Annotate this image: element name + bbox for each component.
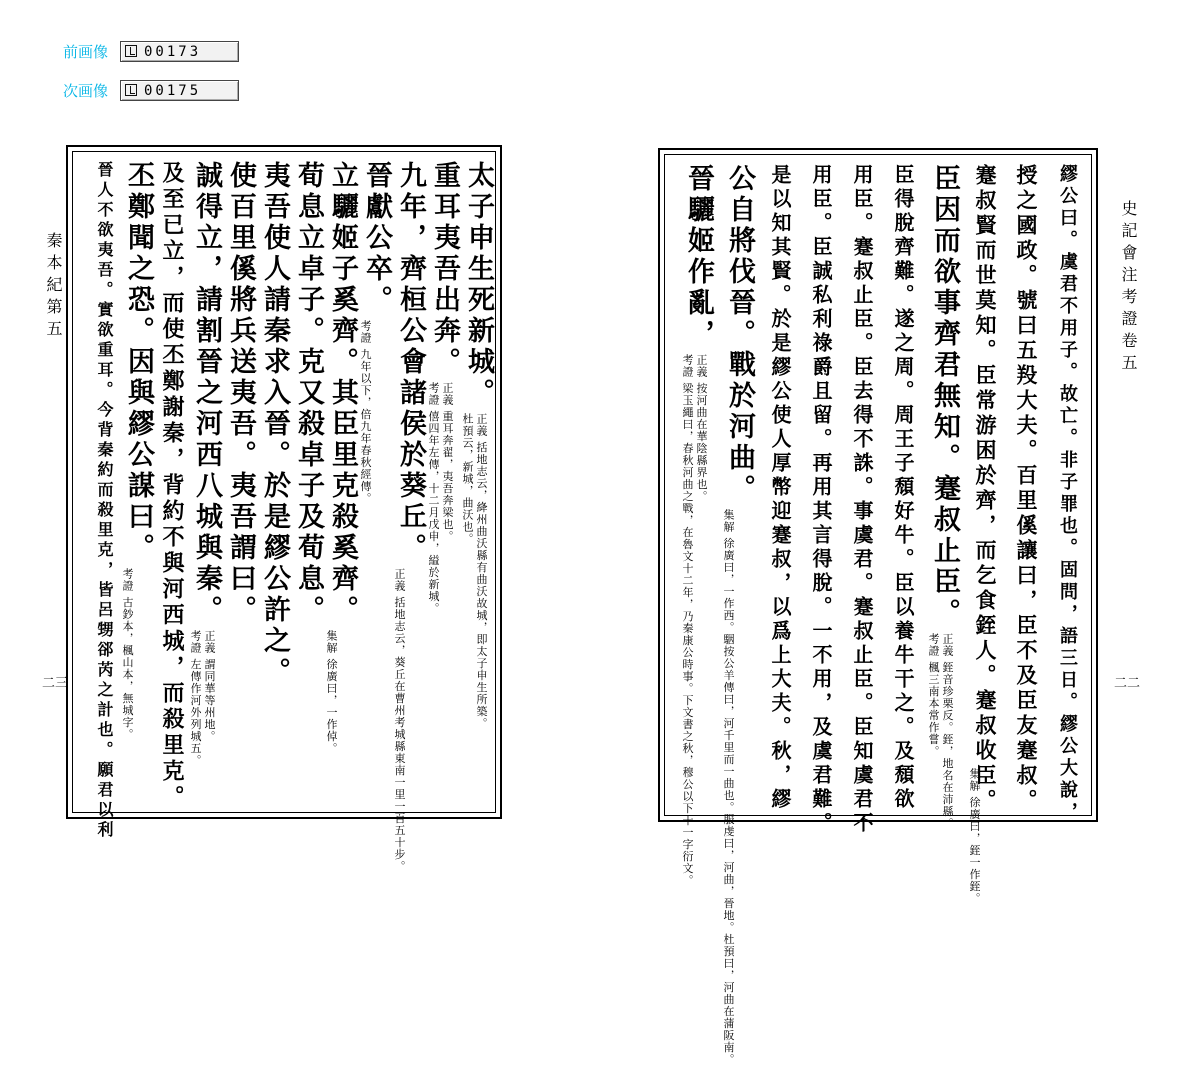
text-column (1047, 164, 1088, 824)
text-column (842, 164, 883, 836)
next-image-nav (63, 80, 239, 101)
commentary-line: 集解 徐廣曰，一作倬。 (325, 630, 338, 755)
commentary-line: 正義 括地志云，葵丘在曹州考城縣東南一里一百五十步。 (393, 568, 406, 873)
next-image-label[interactable]: 次画像 (63, 82, 109, 100)
commentary-line: 正義 謂同華等州地。 (203, 630, 216, 743)
main-text: 公自將伐晉。戰於河曲。 (724, 164, 755, 505)
prev-image-nav (63, 41, 239, 62)
main-text: 荀息立卓子。克又殺卓子及荀息。 (293, 161, 324, 626)
commentary (967, 768, 981, 905)
commentary (188, 630, 216, 767)
commentary (926, 633, 954, 830)
main-text: 蹇叔賢而世莫知。臣常游困於齊，而乞食銍人。蹇叔收臣。 (973, 164, 998, 814)
main-text: 夷吾使人請秦求入晉。於是繆公許之。 (259, 161, 290, 688)
left-page-number: 二三 (42, 676, 69, 691)
commentary (460, 413, 488, 730)
text-column (883, 164, 924, 812)
text-column (924, 164, 965, 830)
right-page-number: 二二 (1114, 676, 1141, 691)
commentary-line: 考證 僖四年左傳，十二月戊申，縊於新城。 (427, 382, 440, 615)
commentary-line: 考證 左傳作河外列城五。 (189, 630, 202, 767)
main-text: 是以知其賢。於是繆公使人厚幣迎蹇叔，以爲上大夫。秋，繆 (768, 164, 792, 812)
commentary (426, 382, 454, 615)
commentary-line: 考證 九年以下，倍九年春秋經傳。 (359, 320, 372, 505)
right-page-text (668, 164, 1088, 1066)
text-column (84, 161, 118, 841)
main-text: 用臣。蹇叔止臣。臣去得不誅。事虞君。蹇叔止臣。臣知虞君不 (850, 164, 874, 836)
left-page-runner: 秦本紀第五 (44, 232, 63, 342)
commentary-line: 集解 徐廣曰，一作西。駰按公羊傳曰，河千里而一曲也。服虔曰，河曲，晉地。杜預曰，河曲在蒲阪南。 (722, 509, 735, 1066)
commentary-line: 正義 括地志云，絳州曲沃縣有曲沃故城，即太子申生所築。 (475, 413, 488, 730)
main-text: 晉人不欲夷吾。實欲重耳。今背秦約而殺里克，皆呂甥郤芮之計也。願君以利 (95, 161, 114, 841)
commentary-line: 正義 銍音珍栗反。銍，地名在沛縣。 (941, 633, 954, 830)
commentary (324, 630, 338, 755)
text-column (760, 164, 801, 812)
text-column (678, 164, 719, 887)
main-text: 晉驪姬作亂， (683, 164, 714, 350)
page-icon (125, 45, 138, 58)
right-page-frame (658, 148, 1098, 1066)
commentary (721, 509, 735, 1066)
next-image-button[interactable] (120, 80, 239, 101)
text-column (719, 164, 760, 1066)
right-page-runner: 史記會注考證卷五 (1119, 200, 1138, 376)
page-icon (125, 84, 138, 97)
next-image-number: 00175 (144, 82, 202, 99)
main-text: 九年，齊桓公會諸侯於葵丘。 (395, 161, 426, 564)
commentary-line: 考證 古鈔本，楓山本，無城字。 (121, 568, 134, 741)
prev-image-button[interactable] (120, 41, 239, 62)
left-page-text (76, 161, 494, 873)
main-text: 繆公曰。虞君不用子。故亡。非子罪也。固問，語三日。繆公大說， (1057, 164, 1078, 824)
main-text: 晉獻公卒。 (361, 161, 392, 316)
main-text: 臣得脫齊難。遂之周。周王子頹好牛。臣以養牛干之。及頹欲 (891, 164, 915, 812)
commentary-line: 集解 徐廣曰，銍一作銍。 (968, 768, 981, 905)
main-text: 及至已立，而使丕鄭謝秦，背約不與河西城，而殺里克。 (159, 161, 185, 811)
text-column (1006, 164, 1047, 814)
main-text: 丕鄭聞之恐。因與繆公謀曰。 (123, 161, 154, 564)
main-text: 用臣。臣誠私利祿爵且留。再用其言得脫。一不用，及虞君難。 (809, 164, 833, 836)
commentary-line: 考證 楓三南本常作嘗。 (927, 633, 940, 758)
commentary-line: 正義 按河曲在華陰縣界也。 (695, 354, 708, 503)
left-page-frame (66, 145, 502, 873)
commentary-line: 正義 重耳奔翟，夷吾奔梁也。 (441, 382, 454, 543)
main-text: 使百里傒將兵送夷吾。夷吾謂曰。 (225, 161, 256, 626)
prev-image-label[interactable]: 前画像 (63, 43, 109, 61)
main-text: 立驪姬子奚齊。其臣里克殺奚齊。 (327, 161, 358, 626)
text-column (801, 164, 842, 836)
commentary (680, 354, 708, 887)
main-text: 重耳夷吾出奔。 (429, 161, 460, 378)
text-column (965, 164, 1006, 905)
main-text: 誠得立，請割晉之河西八城與秦。 (191, 161, 222, 626)
main-text: 臣因而欲事齊君無知。蹇叔止臣。 (929, 164, 960, 629)
commentary-line: 考證 梁玉繩曰，春秋河曲之戰，在魯文十二年，乃秦康公時事。下文書之秋，穆公以下十一字衍文。 (681, 354, 694, 887)
commentary (392, 568, 406, 873)
main-text: 授之國政。號曰五羖大夫。百里傒讓曰，臣不及臣友蹇叔。 (1014, 164, 1039, 814)
prev-image-number: 00173 (144, 43, 202, 60)
commentary-line: 杜預云，新城，曲沃也。 (461, 413, 474, 545)
main-text: 太子申生死新城。 (463, 161, 494, 409)
